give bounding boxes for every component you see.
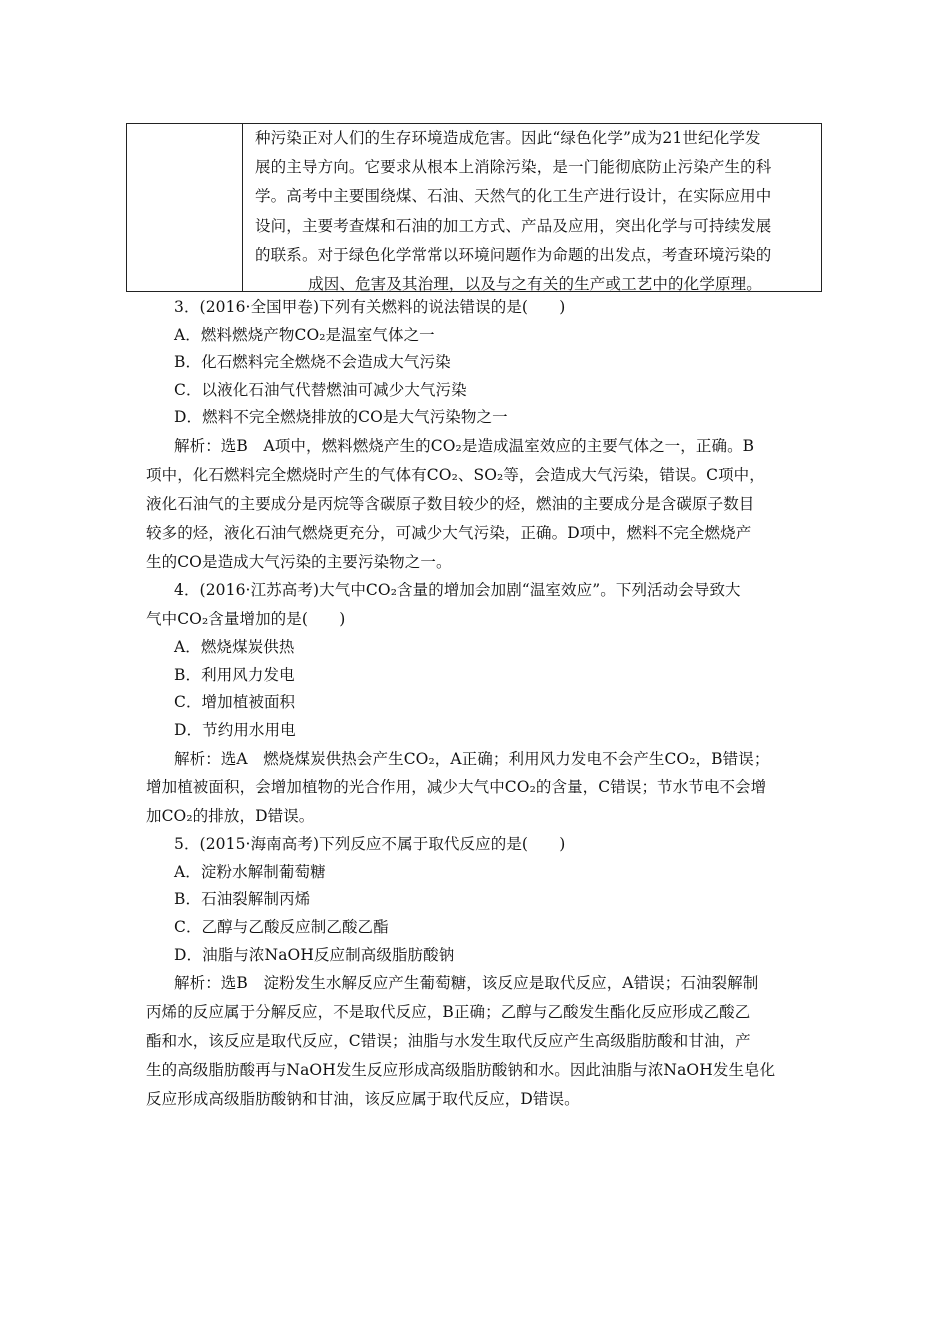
q5-option-a: A．淀粉水解制葡萄糖	[174, 862, 326, 881]
q5-option-c: C．乙醇与乙酸反应制乙酸乙酯	[174, 918, 389, 937]
q4-option-d: D．节约用水用电	[174, 720, 296, 739]
q5-option-b: B．石油裂解制丙烯	[174, 890, 311, 909]
q5-stem: 5．(2015·海南高考)下列反应不属于取代反应的是( )	[174, 835, 566, 854]
q5-analysis-line: 生的高级脂肪酸再与NaOH发生反应形成高级脂肪酸钠和水。因此油脂与浓NaOH发生皂化	[146, 1060, 776, 1079]
q5-analysis-line: 酯和水，该反应是取代反应，C错误；油脂与水发生取代反应产生高级脂肪酸和甘油，产	[146, 1032, 751, 1050]
q3-option-b: B．化石燃料完全燃烧不会造成大气污染	[174, 353, 451, 372]
intro-line: 种污染正对人们的生存环境造成危害。因此“绿色化学”成为21世纪化学发	[255, 129, 761, 147]
q4-stem-line: 气中CO₂含量增加的是( )	[146, 610, 346, 629]
q5-analysis-line: 解析：选B 淀粉发生水解反应产生葡萄糖，该反应是取代反应，A错误；石油裂解制	[174, 974, 759, 993]
q5-analysis-line: 反应形成高级脂肪酸钠和甘油，该反应属于取代反应，D错误。	[146, 1089, 580, 1108]
q4-stem-line: 4．(2016·江苏高考)大气中CO₂含量的增加会加剧“温室效应”。下列活动会导致大	[174, 581, 741, 600]
intro-line: 设问，主要考查煤和石油的加工方式、产品及应用，突出化学与可持续发展	[255, 216, 772, 235]
intro-line: 的联系。对于绿色化学常常以环境问题作为命题的出发点，考查环境污染的	[255, 245, 772, 264]
q3-analysis-line: 较多的烃，液化石油气燃烧更充分，可减少大气污染，正确。D项中，燃料不完全燃烧产	[146, 523, 752, 542]
q5-option-d: D．油脂与浓NaOH反应制高级脂肪酸钠	[174, 945, 455, 964]
intro-table-text-cell	[255, 124, 815, 299]
q3-analysis-line: 项中，化石燃料完全燃烧时产生的气体有CO₂、SO₂等，会造成大气污染，错误。C项中，	[146, 465, 765, 484]
intro-line: 展的主导方向。它要求从根本上消除污染，是一门能彻底防止污染产生的科	[255, 158, 772, 177]
questions-body	[146, 294, 814, 1114]
q4-option-b: B．利用风力发电	[174, 665, 295, 684]
q3-analysis-line: 液化石油气的主要成分是丙烷等含碳原子数目较少的烃，燃油的主要成分是含碳原子数目	[146, 494, 755, 513]
q3-stem: 3．(2016·全国甲卷)下列有关燃料的说法错误的是( )	[174, 298, 566, 316]
q5-analysis-line: 丙烯的反应属于分解反应，不是取代反应，B正确；乙醇与乙酸发生酯化反应形成乙酸乙	[146, 1003, 751, 1022]
intro-line: 成因、危害及其治理，以及与之有关的生产或工艺中的化学原理。	[308, 274, 762, 293]
q4-analysis-line: 增加植被面积，会增加植物的光合作用，减少大气中CO₂的含量，C错误；节水节电不会增	[146, 778, 767, 797]
q3-option-d: D．燃料不完全燃烧排放的CO是大气污染物之一	[174, 408, 508, 427]
intro-table-left-cell	[127, 124, 243, 291]
q4-analysis-line: 加CO₂的排放，D错误。	[146, 807, 315, 826]
q3-option-a: A．燃料燃烧产物CO₂是温室气体之一	[174, 325, 435, 344]
q4-option-c: C．增加植被面积	[174, 693, 296, 712]
q4-analysis-line: 解析：选A 燃烧煤炭供热会产生CO₂，A正确；利用风力发电不会产生CO₂，B错误；	[174, 749, 770, 768]
q3-option-c: C．以液化石油气代替燃油可减少大气污染	[174, 380, 467, 399]
q3-analysis-line: 解析：选B A项中，燃料燃烧产生的CO₂是造成温室效应的主要气体之一，正确。B	[174, 436, 755, 455]
intro-line: 学。高考中主要围绕煤、石油、天然气的化工生产进行设计，在实际应用中	[255, 187, 772, 206]
intro-table	[126, 123, 822, 292]
q4-option-a: A．燃烧煤炭供热	[174, 638, 295, 657]
q3-analysis-line: 生的CO是造成大气污染的主要污染物之一。	[146, 552, 452, 571]
